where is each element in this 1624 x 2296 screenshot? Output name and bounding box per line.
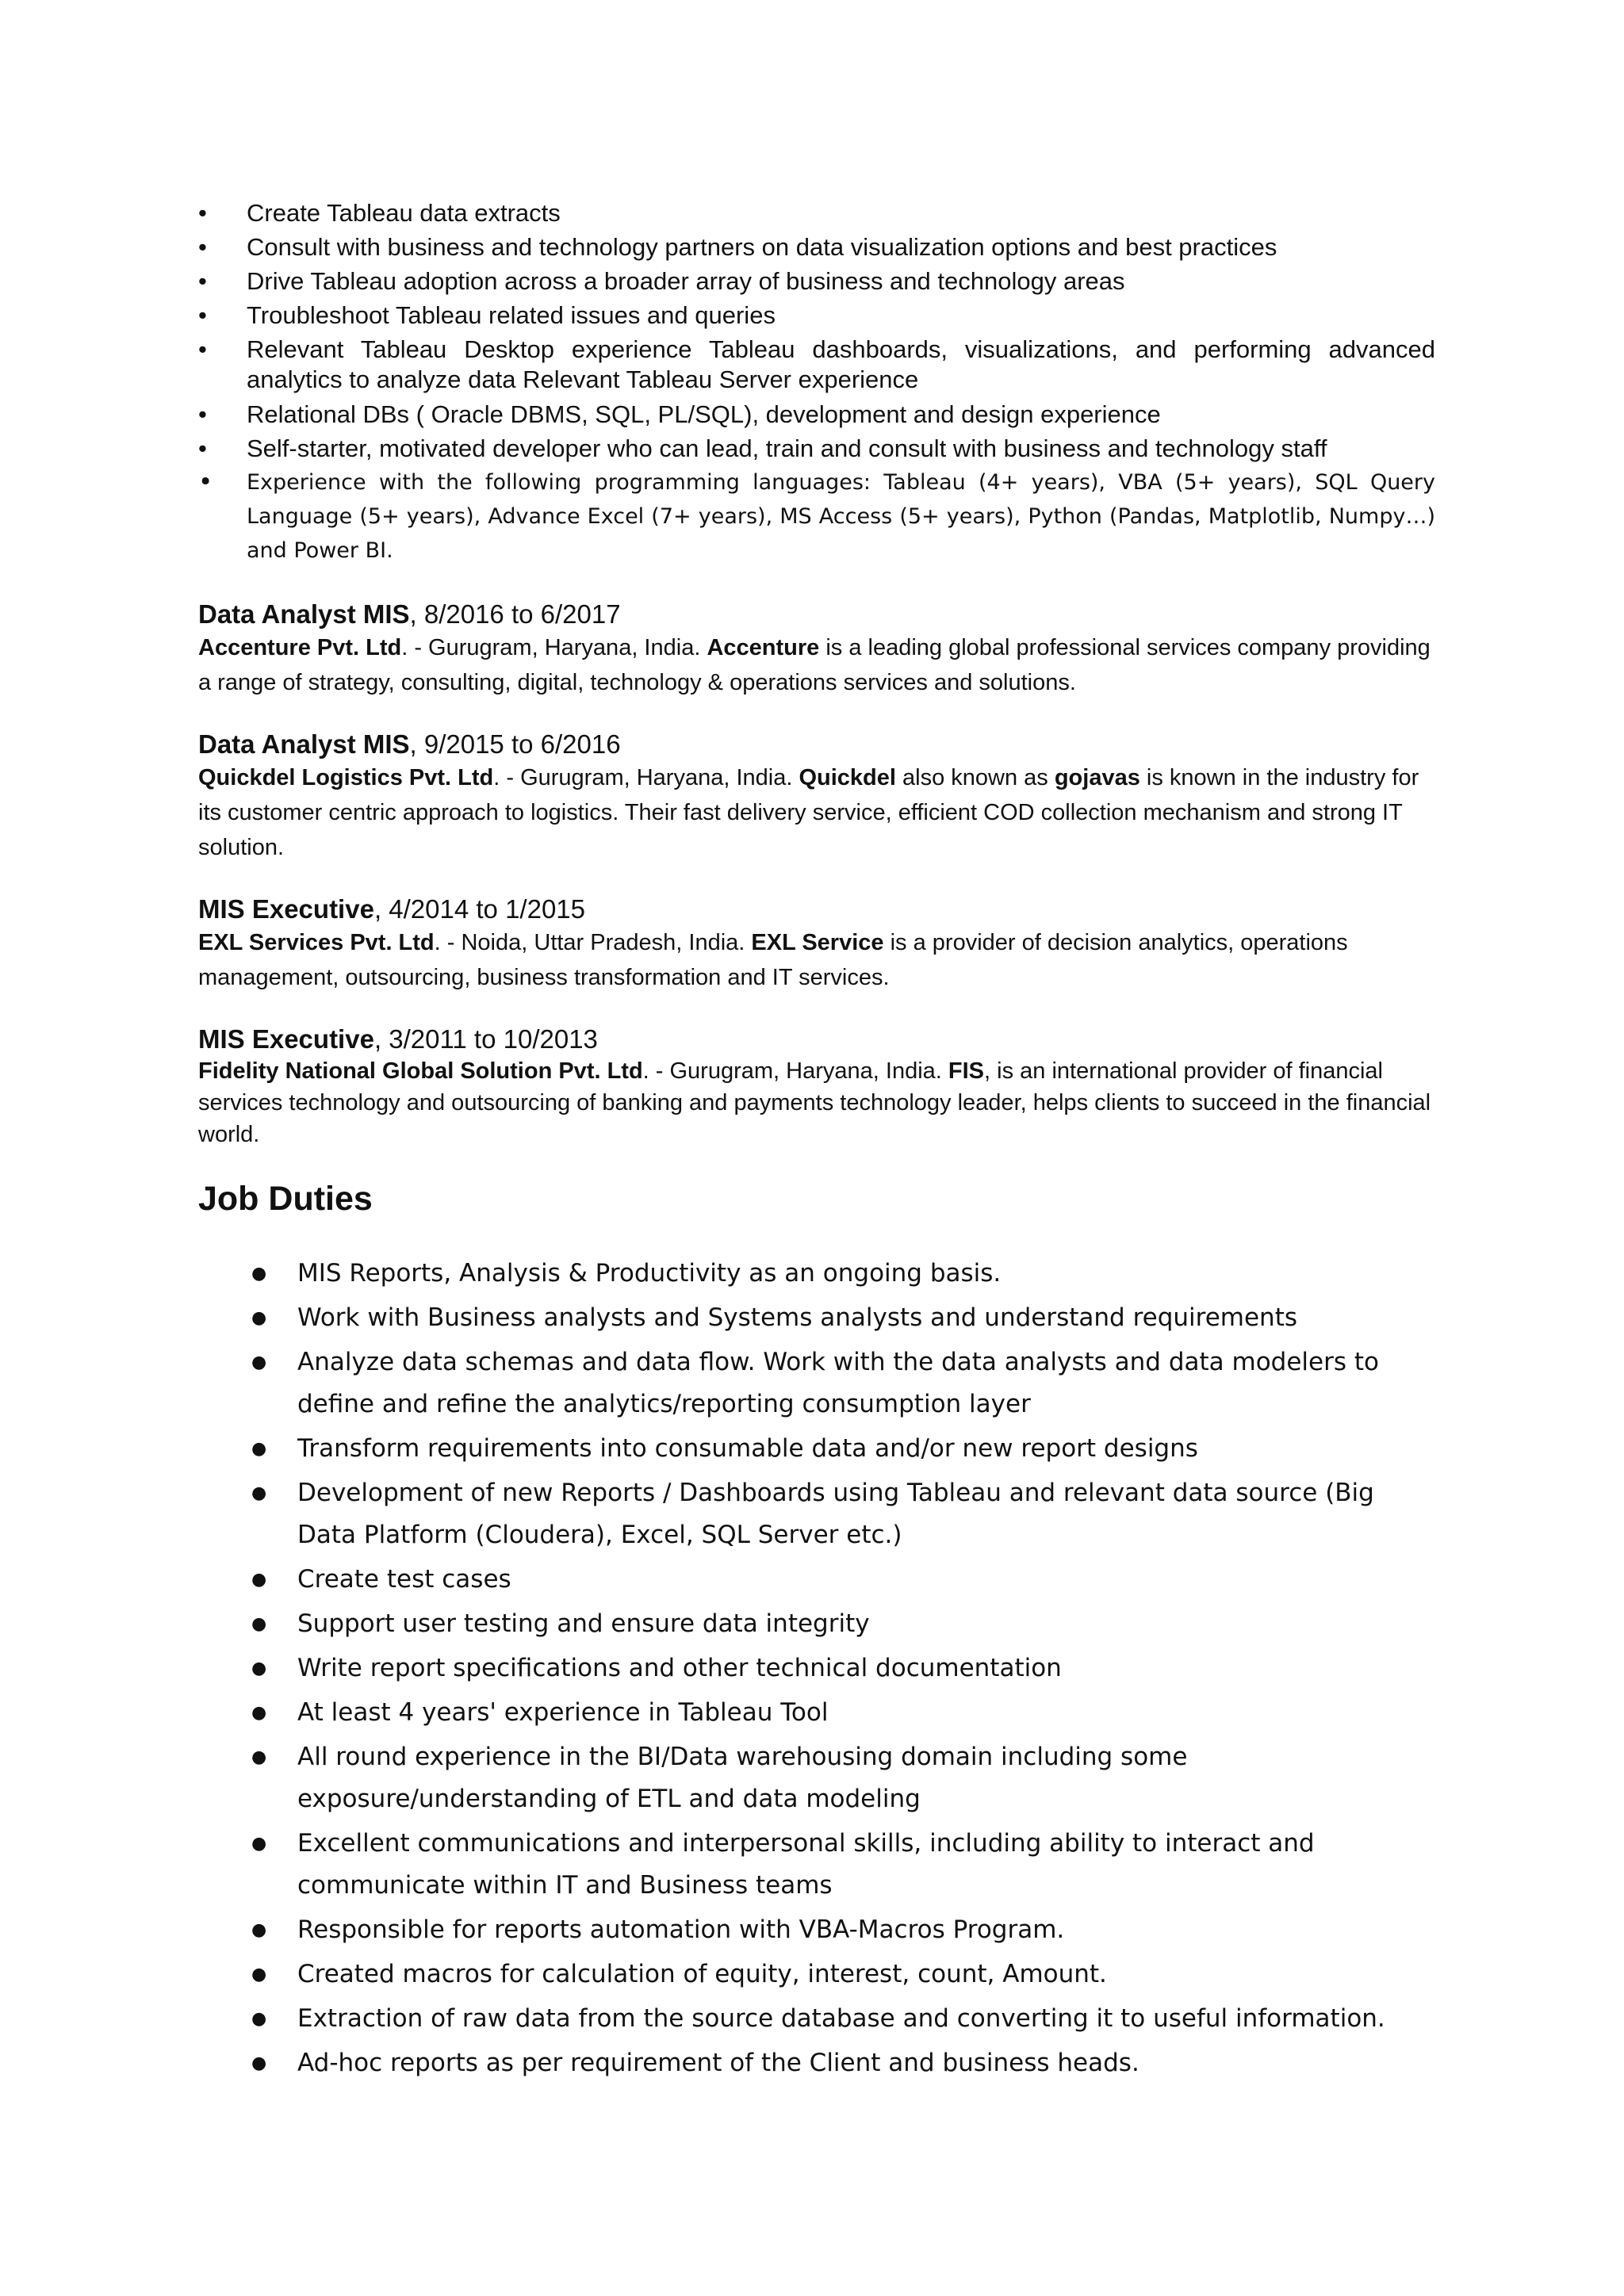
duty-bullet: ● Work with Business analysts and Systems analysts and understand requirements — [250, 1297, 1439, 1339]
work-experience — [198, 599, 1435, 1179]
duty-bullet: ● Create test cases — [250, 1559, 1439, 1601]
job-description — [198, 630, 1435, 700]
job-entry — [198, 599, 1435, 700]
company-alias: gojavas — [1054, 765, 1140, 790]
duty-bullet: ● Support user testing and ensure data integrity — [250, 1603, 1439, 1645]
job-location: . - Noida, Uttar Pradesh, India. — [434, 930, 752, 955]
job-location: . - Gurugram, Haryana, India. — [642, 1058, 948, 1084]
job-entry — [198, 729, 1435, 865]
duty-bullet: ● Excellent communications and interpersonal skills, including ability to interact and communicate within IT and Business teams — [250, 1823, 1439, 1907]
company-about: is known in the industry for its customer centric approach to logistics. Their fast delivery service, efficient COD collection mechanism and strong IT solution. — [198, 765, 1419, 860]
duty-bullet: ● Analyze data schemas and data flow. Work with the data analysts and data modelers to define and refine the analytics/reporting consumption layer — [250, 1341, 1439, 1425]
duty-bullet: ● All round experience in the BI/Data warehousing domain including some exposure/understanding of ETL and data modeling — [250, 1736, 1439, 1820]
company-short-name: Accenture — [707, 635, 820, 660]
job-title-line — [198, 599, 1435, 630]
job-location: . - Gurugram, Haryana, India. — [401, 635, 707, 660]
duty-bullet: ● At least 4 years' experience in Tableau Tool — [250, 1692, 1439, 1734]
company-about: , is an international provider of financial services technology and outsourcing of banking and payments technology leader, helps clients to succeed in the financial world. — [198, 1058, 1431, 1147]
duty-bullet: ● Ad-hoc reports as per requirement of the Client and business heads. — [250, 2042, 1439, 2084]
company-about: is a provider of decision analytics, operations management, outsourcing, business transformation and IT services. — [198, 930, 1348, 990]
duty-bullet: ● Responsible for reports automation with VBA-Macros Program. — [250, 1909, 1439, 1951]
job-dates: , 3/2011 to 10/2013 — [373, 1024, 598, 1054]
job-title-line — [198, 894, 1435, 925]
job-dates: , 8/2016 to 6/2017 — [409, 599, 621, 629]
job-title-line — [198, 729, 1435, 760]
job-dates: , 4/2014 to 1/2015 — [373, 894, 585, 924]
job-description — [198, 1055, 1435, 1150]
job-role: MIS Executive — [198, 894, 374, 924]
job-role: Data Analyst MIS — [198, 729, 410, 759]
skill-bullet: • Create Tableau data extracts — [198, 196, 1435, 230]
skill-bullet: • Troubleshoot Tableau related issues and queries — [198, 298, 1435, 332]
job-role: Data Analyst MIS — [198, 599, 410, 629]
company-short-name: FIS — [948, 1058, 985, 1084]
duty-bullet: ● Development of new Reports / Dashboards using Tableau and relevant data source (Big Data Platform (Cloudera), Excel, SQL Server etc.) — [250, 1472, 1439, 1556]
job-entry — [198, 1024, 1435, 1150]
skill-bullet: • Drive Tableau adoption across a broader array of business and technology areas — [198, 264, 1435, 298]
company-name: EXL Services Pvt. Ltd — [198, 930, 435, 955]
job-duties-heading: Job Duties — [198, 1180, 373, 1218]
skills-bullet-list — [198, 196, 1435, 568]
job-role: MIS Executive — [198, 1024, 374, 1054]
duty-bullet: ● Extraction of raw data from the source database and converting it to useful information. — [250, 1998, 1439, 2040]
job-description — [198, 760, 1435, 865]
duty-bullet: ● Created macros for calculation of equity, interest, count, Amount. — [250, 1954, 1439, 1996]
skill-bullet: • Experience with the following programming languages: Tableau (4+ years), VBA (5+ years), SQL Query Language (5+ years), Advance Excel (7+ years), MS Access (5+ years), Python (Pandas, Matplotlib, Numpy…) and Power BI. — [198, 465, 1435, 568]
skill-bullet: • Consult with business and technology partners on data visualization options and best practices — [198, 230, 1435, 264]
duty-bullet: ● Transform requirements into consumable data and/or new report designs — [250, 1428, 1439, 1470]
company-name: Quickdel Logistics Pvt. Ltd — [198, 765, 494, 790]
duty-bullet: ● MIS Reports, Analysis & Productivity as an ongoing basis. — [250, 1253, 1439, 1295]
duty-bullet: ● Write report specifications and other technical documentation — [250, 1647, 1439, 1689]
job-title-line — [198, 1024, 1435, 1055]
company-short-name: EXL Service — [751, 930, 884, 955]
job-entry — [198, 894, 1435, 995]
company-name: Fidelity National Global Solution Pvt. Ltd — [198, 1058, 643, 1084]
skill-bullet: • Relevant Tableau Desktop experience Tableau dashboards, visualizations, and performing advanced analytics to analyze data Relevant Tableau Server experience — [198, 335, 1435, 395]
skill-bullet: • Self-starter, motivated developer who can lead, train and consult with business and technology staff — [198, 431, 1435, 465]
job-dates: , 9/2015 to 6/2016 — [409, 729, 621, 759]
job-duties-list — [250, 1253, 1439, 2087]
company-about: is a leading global professional services company providing a range of strategy, consulting, digital, technology & operations services and solutions. — [198, 635, 1431, 695]
skill-bullet: • Relational DBs ( Oracle DBMS, SQL, PL/SQL), development and design experience — [198, 397, 1435, 431]
company-short-name: Quickdel — [799, 765, 896, 790]
job-description — [198, 925, 1435, 995]
company-about-pre: also known as — [895, 765, 1055, 790]
job-location: . - Gurugram, Haryana, India. — [493, 765, 799, 790]
company-name: Accenture Pvt. Ltd — [198, 635, 402, 660]
